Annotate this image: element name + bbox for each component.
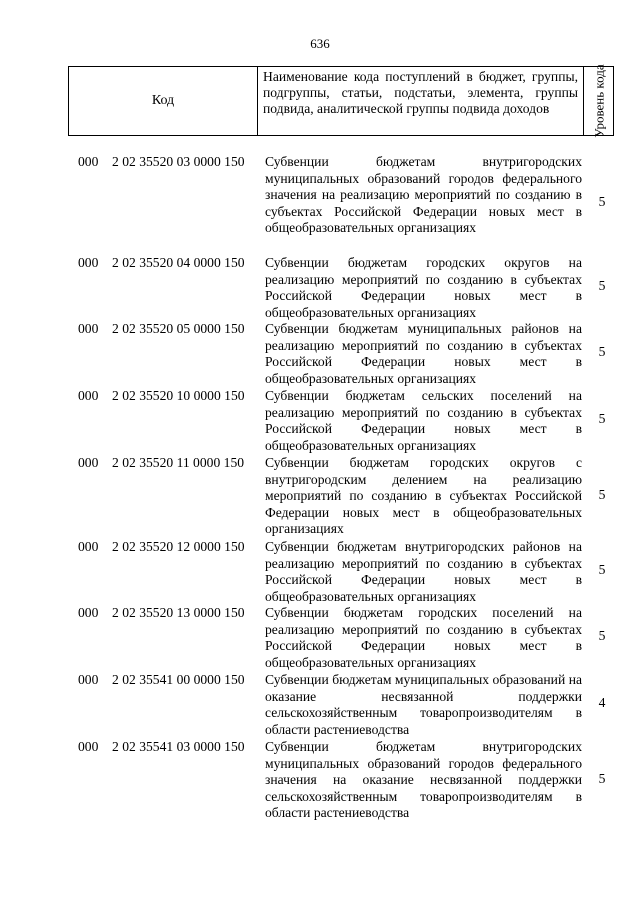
row-code: 2 02 35541 03 0000 150 bbox=[112, 739, 245, 754]
row-prefix: 000 bbox=[78, 321, 99, 336]
row-level: 5 bbox=[598, 344, 606, 359]
row-level: 5 bbox=[598, 628, 606, 643]
row-name: Субвенции бюджетам внутригородских районов на реализацию мероприятий по созданию в субъектах Российской Федерации новых мест в общеобразовательных организациях bbox=[265, 539, 582, 604]
row-level: 5 bbox=[598, 278, 606, 293]
row-level: 4 bbox=[598, 695, 606, 710]
row-code: 2 02 35541 00 0000 150 bbox=[112, 672, 245, 687]
header-name: Наименование кода поступлений в бюджет, группы, подгруппы, статьи, подстатьи, элемента, группы подвида, аналитической группы подвида доходов bbox=[258, 67, 584, 135]
row-prefix: 000 bbox=[78, 605, 99, 620]
header-level-label: Уровень кода bbox=[591, 64, 606, 138]
row-name: Субвенции бюджетам городских округов с внутригородским делением на реализацию мероприятий по созданию в субъектах Российской Федерации новых мест в общеобразовательных организациях bbox=[265, 455, 582, 537]
row-level: 5 bbox=[598, 194, 606, 209]
row-name: Субвенции бюджетам городских поселений на реализацию мероприятий по созданию в субъектах Российской Федерации новых мест в общеобразовательных организациях bbox=[265, 605, 582, 670]
row-prefix: 000 bbox=[78, 539, 99, 554]
row-prefix: 000 bbox=[78, 388, 99, 403]
table-header bbox=[68, 66, 614, 136]
row-prefix: 000 bbox=[78, 455, 99, 470]
row-level: 5 bbox=[598, 487, 606, 502]
row-code: 2 02 35520 03 0000 150 bbox=[112, 154, 245, 169]
row-level: 5 bbox=[598, 771, 606, 786]
row-level: 5 bbox=[598, 562, 606, 577]
header-level bbox=[584, 64, 613, 138]
row-name: Субвенции бюджетам внутригородских муниципальных образований городов федерального значения на оказание несвязанной поддержки сельскохозяйственным товаропроизводителям в области растениеводства bbox=[265, 739, 582, 821]
row-name: Субвенции бюджетам муниципальных районов на реализацию мероприятий по созданию в субъектах Российской Федерации новых мест в общеобразовательных организациях bbox=[265, 321, 582, 386]
row-name: Субвенции бюджетам внутригородских муниципальных образований городов федерального значения на реализацию мероприятий по созданию в субъектах Российской Федерации новых мест в общеобразовательных организациях bbox=[265, 154, 582, 236]
row-prefix: 000 bbox=[78, 672, 99, 687]
row-level: 5 bbox=[598, 411, 606, 426]
row-name: Субвенции бюджетам городских округов на реализацию мероприятий по созданию в субъектах Российской Федерации новых мест в общеобразовательных организациях bbox=[265, 255, 582, 320]
row-prefix: 000 bbox=[78, 739, 99, 754]
page-number: 636 bbox=[310, 36, 330, 51]
row-code: 2 02 35520 11 0000 150 bbox=[112, 455, 245, 470]
row-code: 2 02 35520 05 0000 150 bbox=[112, 321, 245, 336]
row-name: Субвенции бюджетам муниципальных образований на оказание несвязанной поддержки сельскохозяйственным товаропроизводителям в области растениеводства bbox=[265, 672, 582, 737]
row-code: 2 02 35520 12 0000 150 bbox=[112, 539, 245, 554]
row-code: 2 02 35520 04 0000 150 bbox=[112, 255, 245, 270]
row-code: 2 02 35520 10 0000 150 bbox=[112, 388, 245, 403]
row-prefix: 000 bbox=[78, 255, 99, 270]
header-code: Код bbox=[69, 67, 258, 135]
row-prefix: 000 bbox=[78, 154, 99, 169]
row-name: Субвенции бюджетам сельских поселений на реализацию мероприятий по созданию в субъектах Российской Федерации новых мест в общеобразовательных организациях bbox=[265, 388, 582, 453]
row-code: 2 02 35520 13 0000 150 bbox=[112, 605, 245, 620]
